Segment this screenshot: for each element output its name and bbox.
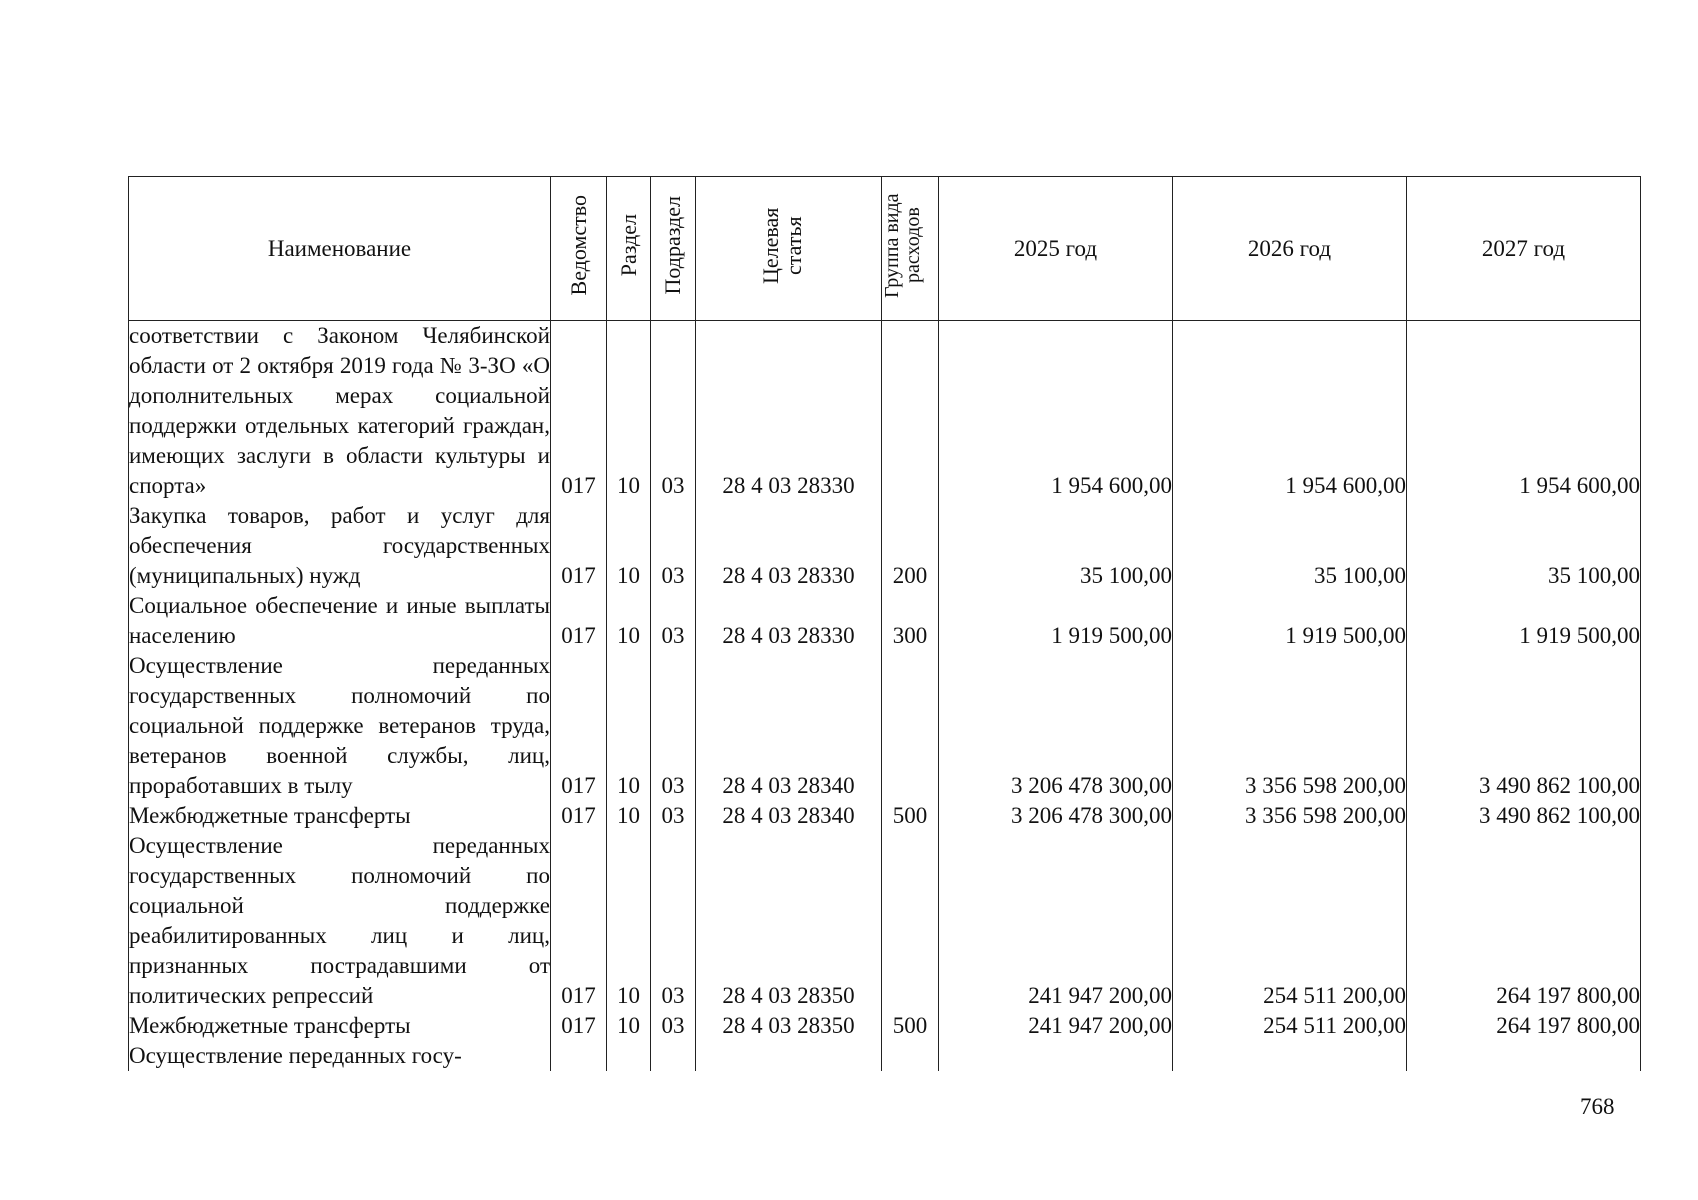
cell-2026: 254 511 200,00 [1173,1011,1407,1041]
cell-gruppa-vida [882,831,939,1011]
cell-vedomstvo: 017 [551,501,607,591]
cell-gruppa-vida [882,651,939,801]
cell-vedomstvo: 017 [551,321,607,502]
cell-2025: 241 947 200,00 [939,831,1173,1011]
table-row [129,801,1641,831]
cell-name: Осуществление переданных государственных полномочий по социальной поддержке ветеранов труда, ветеранов военной службы, лиц, проработавших в тылу [129,651,551,801]
header-celevaya-statya: Целевая статья [696,177,882,321]
table-row [129,651,1641,801]
cell-podrazdel [651,1041,696,1071]
cell-celevaya-statya: 28 4 03 28340 [696,801,882,831]
cell-2025: 35 100,00 [939,501,1173,591]
table-row [129,831,1641,1011]
cell-name: Осуществление переданных государственных полномочий по социальной поддержке реабилитированных лиц и лиц, признанных пострадавшими от политических репрессий [129,831,551,1011]
cell-2025: 241 947 200,00 [939,1011,1173,1041]
cell-celevaya-statya: 28 4 03 28330 [696,321,882,502]
cell-2027: 3 490 862 100,00 [1407,801,1641,831]
header-podrazdel: Подраздел [651,177,696,321]
cell-2026: 1 954 600,00 [1173,321,1407,502]
cell-razdel: 10 [607,801,651,831]
cell-2027: 264 197 800,00 [1407,1011,1641,1041]
cell-podrazdel: 03 [651,1011,696,1041]
cell-podrazdel: 03 [651,651,696,801]
cell-2025: 1 919 500,00 [939,591,1173,651]
cell-gruppa-vida: 300 [882,591,939,651]
cell-podrazdel: 03 [651,321,696,502]
cell-celevaya-statya: 28 4 03 28340 [696,651,882,801]
cell-2026: 254 511 200,00 [1173,831,1407,1011]
cell-2027: 35 100,00 [1407,501,1641,591]
cell-2026: 3 356 598 200,00 [1173,801,1407,831]
cell-podrazdel: 03 [651,831,696,1011]
cell-name: соответствии с Законом Челябинской области от 2 октября 2019 года № 3-ЗО «О дополнительных мерах социальной поддержки отдельных категорий граждан, имеющих заслуги в области культуры и спорта» [129,321,551,502]
table-row [129,501,1641,591]
table-body [129,321,1641,1072]
cell-vedomstvo: 017 [551,1011,607,1041]
cell-razdel: 10 [607,651,651,801]
cell-gruppa-vida: 500 [882,801,939,831]
cell-vedomstvo: 017 [551,831,607,1011]
header-name: Наименование [129,177,551,321]
cell-celevaya-statya [696,1041,882,1071]
cell-gruppa-vida [882,1041,939,1071]
budget-table [128,176,1641,1071]
cell-2025 [939,1041,1173,1071]
cell-2025: 3 206 478 300,00 [939,651,1173,801]
table-row [129,1041,1641,1071]
cell-razdel: 10 [607,501,651,591]
table-row [129,1011,1641,1041]
cell-gruppa-vida: 200 [882,501,939,591]
cell-2027: 1 954 600,00 [1407,321,1641,502]
header-vedomstvo: Ведомство [551,177,607,321]
header-2027: 2027 год [1407,177,1641,321]
cell-vedomstvo: 017 [551,651,607,801]
cell-name: Осуществление переданных госу- [129,1041,551,1071]
table-row [129,321,1641,502]
cell-gruppa-vida: 500 [882,1011,939,1041]
header-razdel: Раздел [607,177,651,321]
cell-2025: 3 206 478 300,00 [939,801,1173,831]
header-2026: 2026 год [1173,177,1407,321]
cell-vedomstvo: 017 [551,801,607,831]
cell-razdel: 10 [607,1011,651,1041]
cell-name: Социальное обеспечение и иные выплаты населению [129,591,551,651]
cell-podrazdel: 03 [651,591,696,651]
cell-2026: 3 356 598 200,00 [1173,651,1407,801]
cell-razdel: 10 [607,831,651,1011]
cell-celevaya-statya: 28 4 03 28330 [696,501,882,591]
cell-gruppa-vida [882,321,939,502]
cell-name: Межбюджетные трансферты [129,801,551,831]
cell-podrazdel: 03 [651,501,696,591]
cell-2026: 1 919 500,00 [1173,591,1407,651]
cell-celevaya-statya: 28 4 03 28330 [696,591,882,651]
cell-razdel [607,1041,651,1071]
cell-razdel: 10 [607,321,651,502]
cell-2027: 3 490 862 100,00 [1407,651,1641,801]
table-row [129,591,1641,651]
cell-2026: 35 100,00 [1173,501,1407,591]
cell-2027 [1407,1041,1641,1071]
cell-razdel: 10 [607,591,651,651]
cell-2027: 264 197 800,00 [1407,831,1641,1011]
page-number: 768 [1580,1094,1615,1119]
cell-2026 [1173,1041,1407,1071]
cell-2025: 1 954 600,00 [939,321,1173,502]
cell-celevaya-statya: 28 4 03 28350 [696,1011,882,1041]
header-2025: 2025 год [939,177,1173,321]
header-gruppa-vida-rashodov: Группа вида расходов [882,177,939,321]
table-header [129,177,1641,321]
cell-name: Межбюджетные трансферты [129,1011,551,1041]
cell-podrazdel: 03 [651,801,696,831]
cell-vedomstvo [551,1041,607,1071]
cell-name: Закупка товаров, работ и услуг для обеспечения государственных (муниципальных) нужд [129,501,551,591]
cell-2027: 1 919 500,00 [1407,591,1641,651]
cell-vedomstvo: 017 [551,591,607,651]
cell-celevaya-statya: 28 4 03 28350 [696,831,882,1011]
